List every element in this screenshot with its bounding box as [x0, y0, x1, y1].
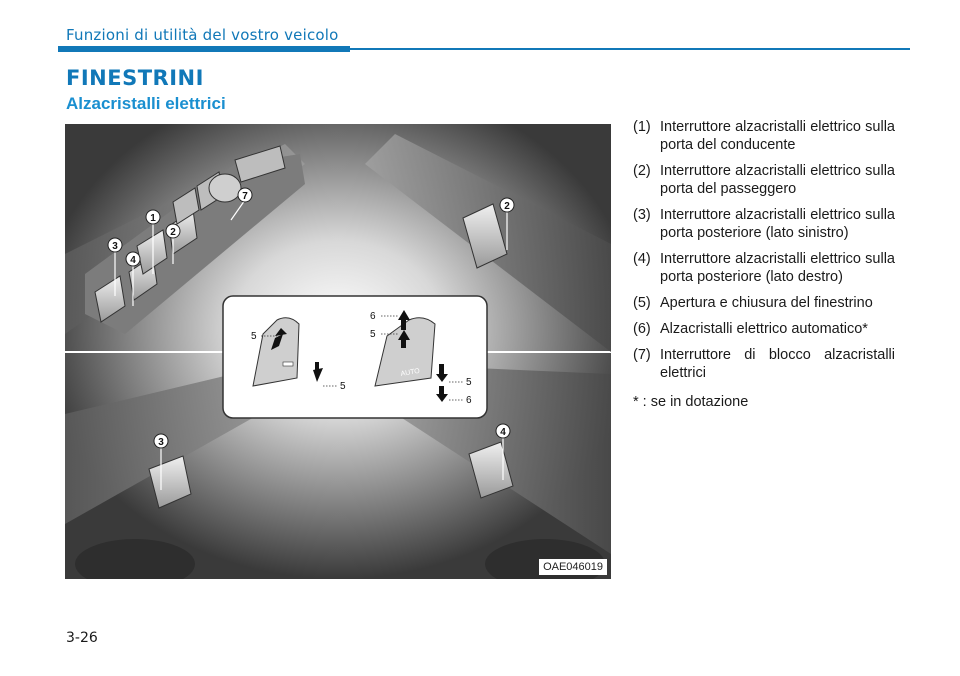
header-rule-thick	[58, 46, 350, 52]
legend-item: (1) Interruttore alzacristalli elettrico sulla porta del conducente	[633, 119, 895, 153]
legend-item: (5) Apertura e chiusura del finestrino	[633, 295, 873, 311]
section-title: FINESTRINI	[66, 66, 204, 90]
inset-callout-5a: 5	[251, 331, 257, 342]
inset-callout-5d: 5	[466, 377, 472, 388]
legend-item: (2) Interruttore alzacristalli elettrico sulla porta del passeggero	[633, 163, 895, 197]
callout-4: 4	[130, 255, 136, 266]
callout-2-right: 2	[504, 201, 510, 212]
section-subtitle: Alzacristalli elettrici	[66, 94, 226, 113]
callout-2: 2	[170, 227, 176, 238]
inset-callout-5c: 5	[370, 329, 376, 340]
header-rule-thin	[350, 48, 910, 50]
callout-4-bottom: 4	[500, 427, 506, 438]
figure-code: OAE046019	[539, 559, 607, 575]
callout-1: 1	[150, 213, 156, 224]
window-switch-illustration	[65, 124, 611, 579]
page-number: 3-26	[66, 630, 98, 646]
legend-item: (3) Interruttore alzacristalli elettrico sulla porta posteriore (lato sinistro)	[633, 207, 895, 241]
inset-callout-5b: 5	[340, 381, 346, 392]
illustration-svg	[65, 124, 611, 579]
auto-label: AUTO	[400, 367, 421, 378]
footnote: * : se in dotazione	[633, 394, 749, 410]
legend-item: (7) Interruttore di blocco alzacristalli elettrici	[633, 347, 895, 381]
legend-item: (4) Interruttore alzacristalli elettrico sulla porta posteriore (lato destro)	[633, 251, 895, 285]
header-title: Funzioni di utilità del vostro veicolo	[66, 26, 339, 44]
callout-7: 7	[242, 191, 248, 202]
inset-callout-6a: 6	[370, 311, 376, 322]
inset-callout-6b: 6	[466, 395, 472, 406]
callout-3-bottom: 3	[158, 437, 164, 448]
callout-3: 3	[112, 241, 118, 252]
legend-item: (6) Alzacristalli elettrico automatico*	[633, 321, 868, 337]
legend-list	[633, 118, 895, 390]
